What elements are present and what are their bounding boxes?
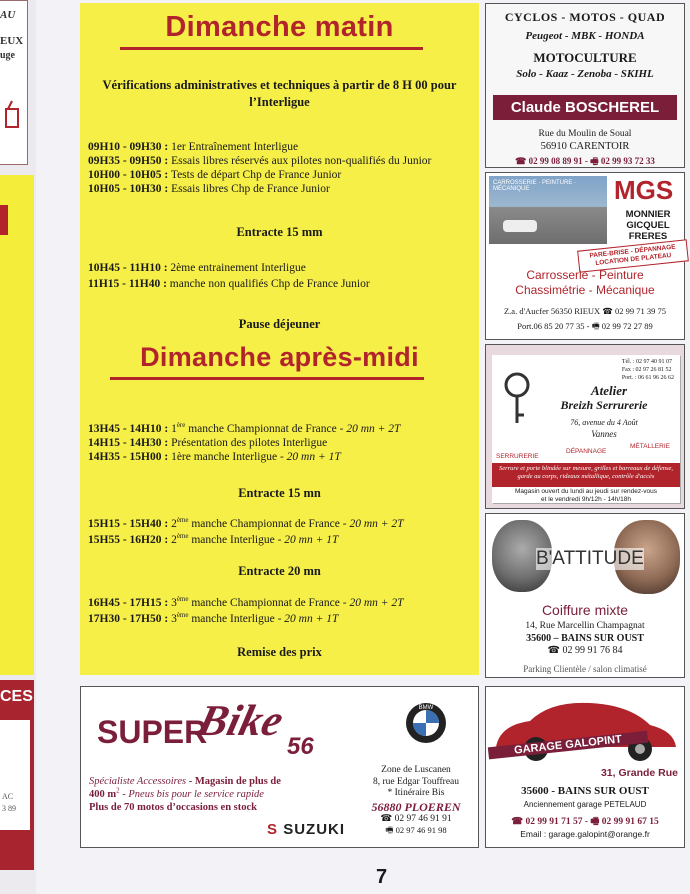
superbike-address [359,765,473,837]
ordinal-suffix: ème [176,611,189,620]
ad-superbike-56 [80,686,479,848]
schedule-time: 14H35 - 15H00 : [88,451,169,463]
schedule-row [88,182,330,196]
schedule-row [88,517,404,531]
superbike-logo-super: SUPER [97,714,208,750]
ordinal-suffix: ème [176,516,189,525]
breizh-address: 76, avenue du 4 Août [570,418,638,427]
breizh-hours [492,488,680,503]
superbike-shop: - Magasin de plus de [186,776,281,787]
schedule-row [88,140,298,154]
schedule-time: 14H15 - 14H30 : [88,437,169,449]
mgs-name: GICQUEL [626,220,670,231]
schedule-text: manche Championnat de France [185,423,337,435]
suzuki-logo-text: SUZUKI [283,821,346,838]
ad-garage-galopint [485,686,685,848]
superbike-phone: ☎ 02 97 46 91 91 [380,813,452,824]
schedule-detail: - 20 mn + 1T [274,534,339,546]
schedule-detail: - 20 mn + 2T [339,518,404,530]
battitude-footer: Parking Clientèle / salon climatisé [523,664,647,674]
breizh-card [492,355,680,503]
superbike-logo-bike: Bike [192,696,289,745]
breizh-hours-line: et le vendredi 9h/12h - 14h/18h [541,495,631,503]
schedule-number: 2 [168,534,177,546]
schedule-time: 16H45 - 17H15 : [88,597,169,609]
schedule-time: 10H45 - 11H10 : [88,262,168,274]
schedule-row [88,168,341,182]
battitude-logo: B'ATTITUDE [536,548,644,569]
superbike-address-line: Zone de Luscanen [381,765,451,775]
adjacent-page-text: EUX [0,35,24,47]
schedule-text: manche Championnat de France [188,597,340,609]
schedule-time: 13H45 - 14H10 : [88,423,169,435]
ad-mgs-garage [485,172,685,340]
superbike-desc-line: Plus de 70 motos d’occasions en stock [89,802,258,813]
mgs-services: Chassimétrie - Mécanique [515,283,655,297]
adjacent-page-yellow [0,175,34,675]
morning-intro: Vérifications administratives et techniques à partir de 8 H 00 pour l’Interligue [102,78,457,109]
superbike-address-line: 8, rue Edgar Touffreau [372,776,460,787]
schedule-row [88,261,306,275]
schedule-time: 11H15 - 11H40 : [88,278,167,290]
ad-header: CYCLOS - MOTOS - QUAD [504,10,666,24]
title-underline [110,377,424,380]
ad-battitude-coiffure [485,513,685,678]
mgs-services: Carrosserie - Peinture [526,268,644,282]
schedule-time: 10H05 - 10H30 : [88,183,169,195]
breizh-service: MÉTALLERIE [630,443,670,450]
adjacent-page-text: CES [0,688,33,705]
ordinal-suffix: ère [176,421,186,430]
schedule-detail: - 20 mn + 1T [277,451,341,463]
ad-breizh-serrurerie [485,344,685,509]
schedule-text: manche Championnat de France [188,518,340,530]
battitude-address: 14, Rue Marcellin Champagnat [525,621,645,631]
superbike-specialty: Spécialiste Accessoires [89,776,187,787]
schedule-text: 2ème entrainement Interligue [167,262,306,274]
schedule-row [88,436,327,450]
break-label: Entracte 15 mm [236,225,323,239]
schedule-time: 09H35 - 09H50 : [88,155,169,167]
battitude-phone: ☎ 02 99 91 76 84 [547,645,623,656]
breizh-city: Vannes [591,429,617,439]
ad-name-banner: Claude BOSCHEREL [493,95,677,120]
schedule-text: 1er Entraînement Interligue [168,141,299,153]
galopint-name: GARAGE GALOPINT [488,731,648,760]
morning-title: Dimanche matin [165,11,394,43]
schedule-time: 10H00 - 10H05 : [88,169,169,181]
break-label: Entracte 15 mn [238,486,321,500]
battitude-title: Coiffure mixte [541,602,629,618]
ordinal-suffix: ème [176,532,189,541]
adjacent-page-white [0,720,30,830]
schedule-detail: - 20 mn + 2T [339,597,404,609]
ad-city: 56910 CARENTOIR [540,141,630,152]
break-label: Entracte 20 mn [238,564,321,578]
adjacent-page-text: AU [0,9,16,21]
superbike-area: 400 m [89,789,117,800]
schedule-text: manche Interligue [188,534,275,546]
superbike-desc-line [89,788,281,801]
schedule-time: 15H15 - 15H40 : [88,518,169,530]
superbike-city: 56880 PLOEREN [371,799,461,814]
schedule-number: 2 [168,518,177,530]
bmw-logo [404,701,448,745]
adjacent-page-text: uge [0,50,15,61]
closing-label: Remise des prix [237,645,322,659]
schedule-text: manche non qualifiés Chp de France Junior [166,278,370,290]
adjacent-page-text: 3 89 [2,804,16,813]
adjacent-page-box [0,0,28,165]
superbike-address-line: * Itinéraire Bis [387,788,445,798]
schedule-text: manche Interligue [188,613,275,625]
schedule-text: Présentation des pilotes Interligue [168,437,328,449]
oil-can-icon [2,97,24,137]
ordinal-suffix: ème [176,595,189,604]
schedule-row [88,450,341,464]
vintage-car-icon [490,691,680,771]
breizh-service: SERRURERIE [496,453,539,460]
schedule-number: 3 [168,613,177,625]
schedule-number: 3 [168,597,177,609]
schedule-text: 1ère manche Interligue [168,451,278,463]
schedule-panel [80,3,479,675]
garage-photo [489,176,607,244]
suzuki-s-icon: S [267,821,279,838]
schedule-text: Essais libres réservés aux pilotes non-qualifiés du Junior [168,155,432,167]
schedule-detail: - 20 mn + 2T [336,423,401,435]
schedule-row [88,154,431,168]
mgs-name: FRERES [628,231,668,242]
galopint-email: Email : garage.galopint@orange.fr [520,829,650,839]
galopint-city: 35600 - BAINS SUR OUST [521,785,649,797]
breizh-title: Atelier [590,383,628,398]
galopint-phones: ☎ 02 99 91 71 57 - 🖷 02 99 91 67 15 [511,817,659,827]
breizh-title: Breizh Serrurerie [560,398,648,412]
schedule-row [88,533,338,547]
suzuki-logo [267,821,345,838]
mgs-phones: Port.06 85 20 77 35 - 🖷 02 99 72 27 89 [517,321,653,331]
schedule-row [88,612,338,626]
key-icon [500,371,534,427]
ad-moto-brands: Solo - Kaaz - Zenoba - SKIHL [516,68,654,80]
breizh-port: Port. : 06 61 96 26 62 [621,375,674,381]
breizh-fax: Fax : 02 97 26 81 52 [621,367,672,373]
photo-banner: CARROSSERIE · PEINTURE · MÉCANIQUE [493,180,577,192]
mgs-names [614,209,682,242]
breizh-contacts [622,358,674,382]
bmw-logo-text: BMW [418,705,434,711]
galopint-former: Anciennement garage PETELAUD [523,800,647,809]
superbike-description [89,775,281,814]
breizh-tel: Tél. : 02 97 40 91 07 [621,359,672,365]
galopint-address: 31, Grande Rue [600,767,678,779]
superbike-tyres: - Pneus bis pour le service rapide [119,789,264,800]
schedule-time: 15H55 - 16H20 : [88,534,169,546]
schedule-row [88,596,404,610]
schedule-text: Tests de départ Chp de France Junior [168,169,342,181]
schedule-detail: - 20 mn + 1T [274,613,339,625]
schedule-number: 1 [168,423,177,435]
mgs-logo: MGS [614,175,674,205]
breizh-service: DÉPANNAGE [566,448,607,455]
ad-moto-title: MOTOCULTURE [533,50,637,65]
schedule-time: 09H10 - 09H30 : [88,141,169,153]
adjacent-page-text: AC [2,792,14,801]
mgs-name: MONNIER [625,209,671,220]
battitude-city: 35600 – BAINS SUR OUST [526,633,644,644]
breizh-description: Serrure et porte blindée sur mesure, grilles et barreaux de défense, garde au corps, rideaux métallique, contrôle d'accès [492,463,680,487]
mgs-sticker: PARE-BRISE - DÉPANNAGE LOCATION DE PLATEAU [577,239,689,272]
mgs-address: Z.a. d'Aucfer 56350 RIEUX ☎ 02 99 71 39 75 [503,306,667,316]
superbike-fax: 🖷 02 97 46 91 98 [385,825,447,835]
title-underline [120,47,423,50]
superbike-logo-num: 56 [287,733,314,760]
schedule-row [88,422,400,436]
ad-cyclos-boscherel [485,3,685,168]
schedule-row [88,277,370,291]
page-number: 7 [376,866,388,888]
ad-brands: Peugeot - MBK - HONDA [525,30,645,42]
lunch-label: Pause déjeuner [238,317,321,331]
schedule-time: 17H30 - 17H50 : [88,613,169,625]
afternoon-title: Dimanche après-midi [140,342,419,372]
adjacent-page-strip [0,0,36,894]
schedule-text: Essais libres Chp de France Junior [168,183,330,195]
ad-phones: ☎ 02 99 08 89 91 - 🖷 02 99 93 72 33 [515,156,655,166]
breizh-hours-line: Magasin ouvert du lundi au jeudi sur rendez-vous [514,488,657,495]
superbike-area-unit: 2 [116,786,120,795]
ad-address: Rue du Moulin de Soual [538,129,632,139]
